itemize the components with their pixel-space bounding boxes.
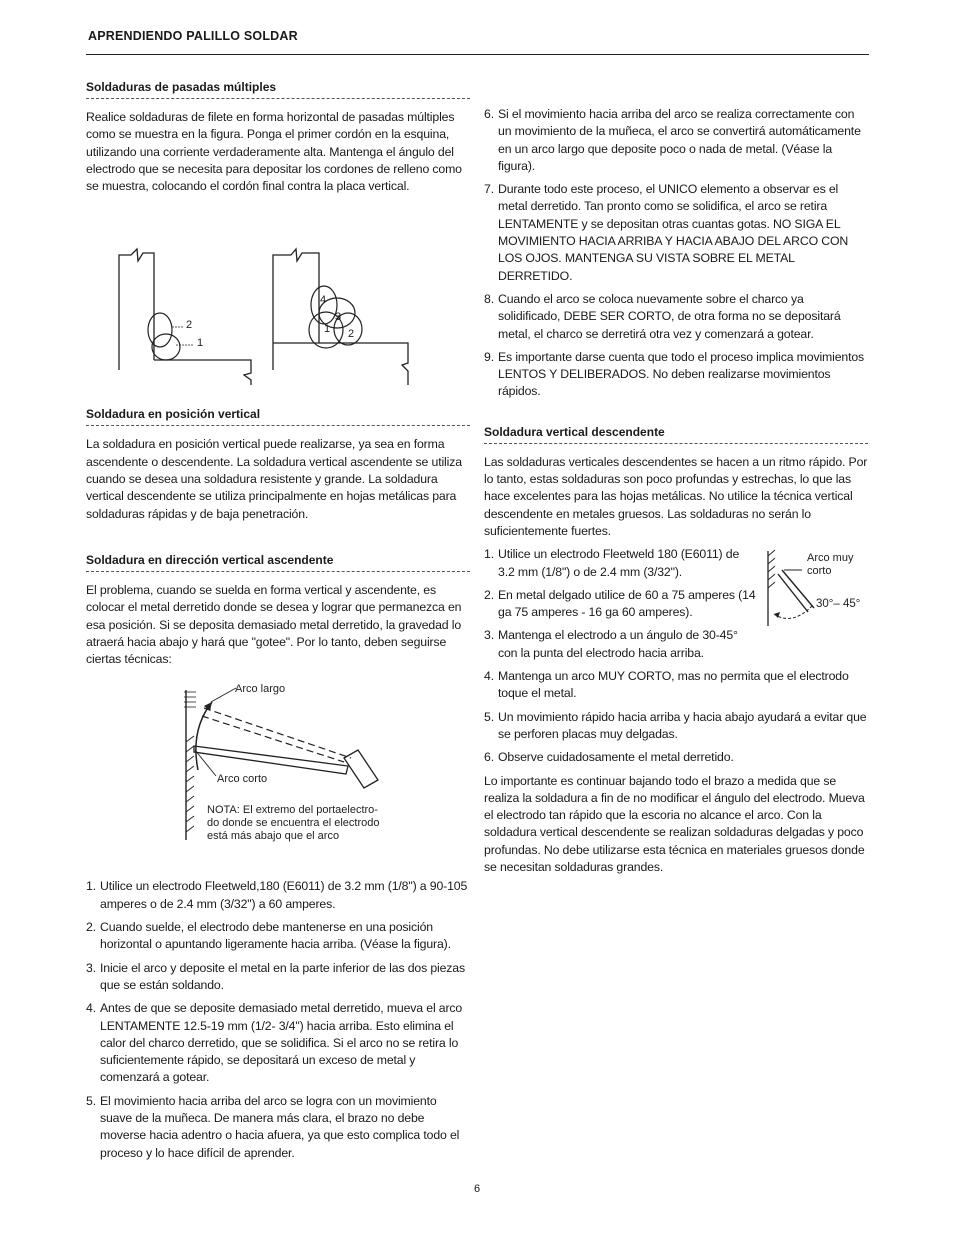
weld-pass-label: 2 [186,319,193,332]
list-item: 9. Es importante darse cuenta que todo el proceso implica movimientos LENTOS Y DELIBERADOS. No deben realizarse movimientos rápidos. [484,349,865,399]
vertical-down-steps-block [484,546,868,766]
page-number: 6 [473,1183,481,1195]
note-line: do donde se encuentra el electrodo [207,817,380,830]
multipass-body: Realice soldaduras de filete en forma horizontal de pasadas múltiples como se muestra en la figura. Ponga el primer cordón en la esquina, utilizando una corriente verdaderamente alta. Mantenga el ángulo del electrodo que se necesita para depositar los cordones de relleno como se muestra, colocando el cordón final contra la placa vertical. [86,110,462,194]
section-title-multipass: Soldaduras de pasadas múltiples [86,80,470,99]
list-item: 6. Si el movimiento hacia arriba del arco se realiza correctamente con un movimiento de la muñeca, el arco se convertirá automáticamente en un arco largo que deposite poco o nada de metal. (Véase la figura). [484,107,861,173]
note-line: está más abajo que el arco [207,830,340,843]
weld-pass-label: 1 [197,337,204,350]
multipass-figure [86,205,470,385]
list-item: 4. Antes de que se deposite demasiado metal derretido, mueva el arco LENTAMENTE 12.5-19 mm (1/2- 3/4") hacia arriba. Esto elimina el calor del charco derretido, que se solidifica. Si el arco no se retira lo suficientemente rápido, se depositará un exceso de metal y comenzará a gotear. [86,1001,463,1085]
list-item: 8. Cuando el arco se coloca nuevamente sobre el charco ya solidificado, DEBE SER CORTO, de otra forma no se depositará metal, el charco se derretirá otra vez y comenzará a gotear. [484,291,841,341]
vertical-down-closing: Lo importante es continuar bajando todo el brazo a medida que se realiza la soldadura a fin de no modificar el ángulo del electrodo. Mueva el electrodo tan rápido que la escoria no alcance el arco. Con la soldadura vertical descendente se realizan soldaduras delgadas y poco profundas. No debe utilizarse esta técnica en materiales gruesos donde se necesitan soldaduras grandes. [484,773,865,874]
vertical-up-figure [86,680,470,850]
list-item: 3. Inicie el arco y deposite el metal en la parte inferior de las dos piezas que se están soldando. [86,960,465,992]
list-item: 4. Mantenga un arco MUY CORTO, mas no permita que el electrodo toque el metal. [484,669,849,701]
page-header-title: APRENDIENDO PALILLO SOLDAR [88,29,298,43]
very-short-arc-label: Arco muy [807,552,854,565]
very-short-arc-label: corto [807,565,832,578]
list-item: 2. Cuando suelde, el electrodo debe mantenerse en una posición horizontal o apuntando ligeramente hacia arriba. (Véase la figura). [86,920,451,952]
vertical-up-steps [86,878,470,1161]
section-title-vertical-down: Soldadura vertical descendente [484,425,868,444]
list-item: 1. Utilice un electrodo Fleetweld 180 (E6011) de 3.2 mm (1/8") o de 2.4 mm (3/32"). [484,547,740,579]
vertical-up-steps-continued [484,106,868,401]
figure-note [207,804,379,843]
long-arc-label: Arco largo [235,683,286,696]
weld-pass-label: 2 [348,328,355,341]
list-item: 6. Observe cuidadosamente el metal derretido. [484,750,734,765]
fillet-weld-diagram [86,205,470,385]
vertical-body: La soldadura en posición vertical puede realizarse, ya sea en forma ascendente o descendente. La soldadura vertical ascendente se utiliza cuando se desea una soldadura resistente y grande. La soldadura vertical descendente se utiliza principalmente en hojas metálicas para soldaduras rápidas y de baja penetración. [86,437,462,521]
right-column [484,106,868,876]
list-item: 1. Utilice un electrodo Fleetweld,180 (E6011) de 3.2 mm (1/8") a 90-105 amperes o de 2.4 mm (3/32") a 60 amperes. [86,879,468,911]
left-column [86,80,470,1168]
list-item: 2. En metal delgado utilice de 60 a 75 amperes (14 ga 75 amperes - 16 ga 60 amperes). [484,587,756,620]
list-item: 5. Un movimiento rápido hacia arriba y hacia abajo ayudará a evitar que se perforen placas muy delgadas. [484,709,867,741]
list-item: 3. Mantenga el electrodo a un ángulo de 30-45° con la punta del electrodo hacia arriba. [484,628,738,660]
vertical-down-body: Las soldaduras verticales descendentes se hacen a un ritmo rápido. Por lo tanto, estas soldaduras son poco profundas y estrechas, lo que las hace excelentes para las hojas metálicas. No utilice la técnica vertical descendente en metales gruesos. Las soldaduras no serán lo suficientemente fuertes. [484,454,868,538]
list-item: 7. Durante todo este proceso, el UNICO elemento a observar es el metal derretido. Tan pronto como se solidifica, el arco se retira LENTAMENTE y se depositan otras cuantas gotas. NO SIGA EL MOVIMIENTO HACIA ARRIBA Y HACIA ABAJO DEL ARCO CON LOS OJOS. MANTENGA SU VISTA SOBRE EL METAL DERRETIDO. [484,182,849,283]
vertical-down-figure [764,546,868,631]
weld-pass-label: 3 [335,311,342,324]
short-arc-label: Arco corto [217,773,268,786]
list-item: 5. El movimiento hacia arriba del arco se logra con un movimiento suave de la muñeca. De manera más clara, el brazo no debe moverse hacia adentro o hacia afuera, ya que esto complica todo el proceso y lo hace difícil de aprender. [86,1093,460,1160]
section-title-vertical: Soldadura en posición vertical [86,407,470,426]
vertical-up-body: El problema, cuando se suelda en forma vertical y ascendente, es colocar el metal derretido donde se desea y lograr que permanezca en esa posición. Si se deposita demasiado metal derretido, la gravedad lo atraerá hacia abajo y hará que "gotee". Por lo tanto, deben seguirse ciertas técnicas: [86,582,462,667]
weld-pass-label: 4 [320,294,327,307]
weld-pass-label: 1 [324,323,331,336]
section-title-vertical-up: Soldadura en dirección vertical ascendente [86,553,470,572]
header-divider [86,54,869,55]
note-line: NOTA: El extremo del portaelectro- [207,804,378,817]
angle-label: 30°– 45° [816,598,861,611]
